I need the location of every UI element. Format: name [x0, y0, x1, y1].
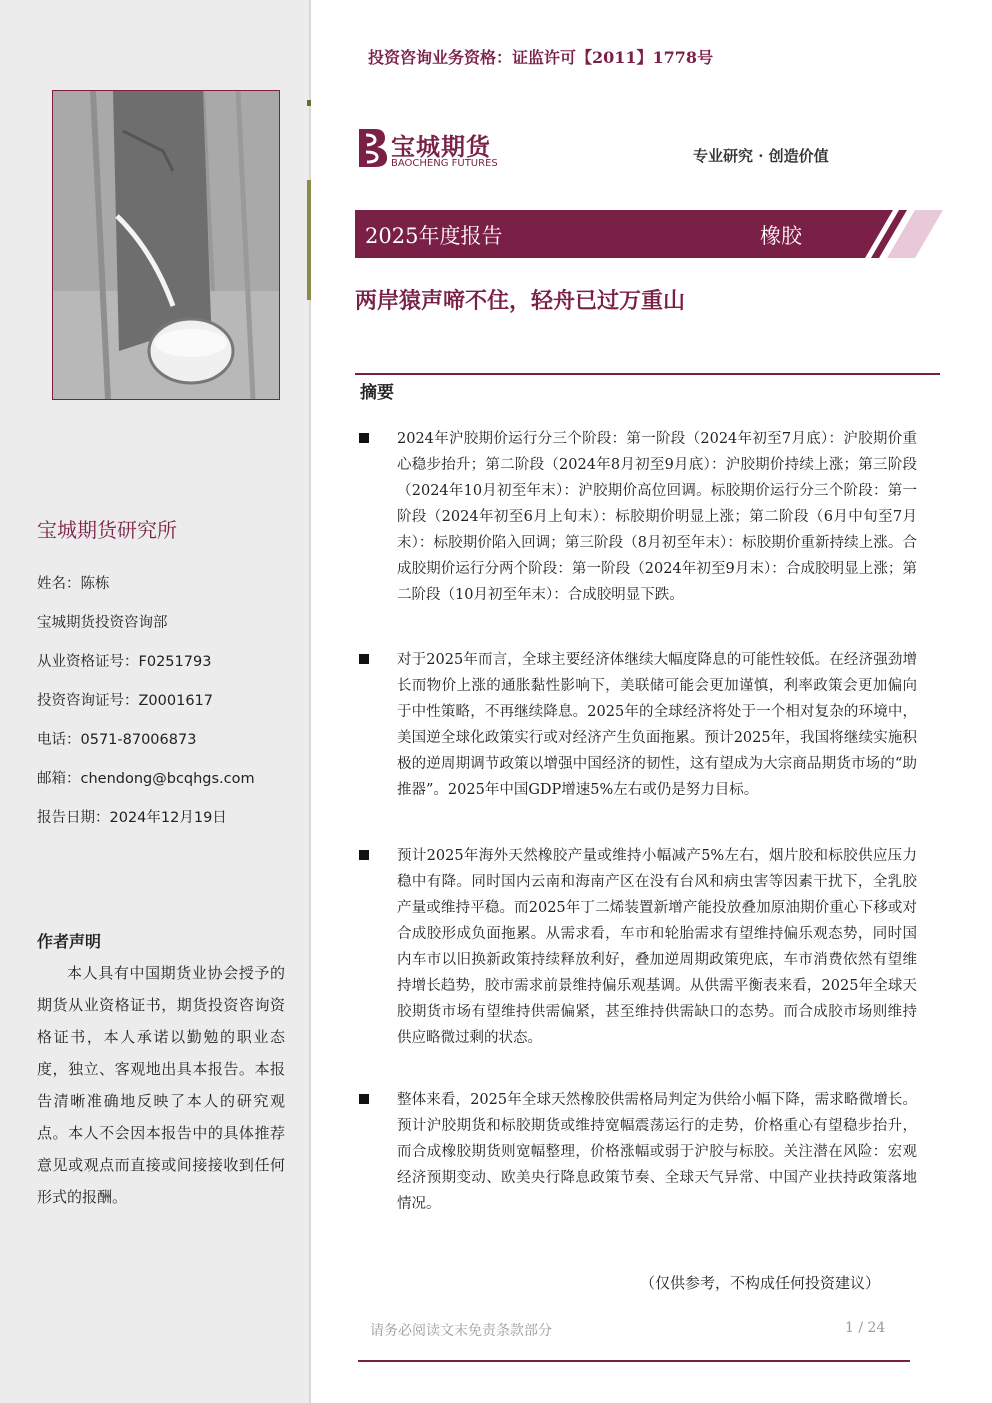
edge-mark	[307, 100, 311, 106]
license-text: 投资咨询业务资格：证监许可【2011】1778号	[368, 48, 714, 67]
footer-disclaimer: 请务必阅读文末免责条款部分	[370, 1323, 552, 1339]
abstract-paragraph: 2024年沪胶期价运行分三个阶段：第一阶段（2024年初至7月底）：沪胶期价重心稳步抬升；第二阶段（2024年8月初至9月底）：沪胶期价持续上涨；第三阶段（2024年10月初至年末）：沪胶期价高位回调。标胶期价运行分三个阶段：第一阶段（2024年初至6月上旬末）：标胶期价明显上涨；第二阶段（6月中旬至7月末）：标胶期价陷入回调；第三阶段（8月初至年末）：标胶期价重新持续上涨。合成胶期价运行分两个阶段：第一阶段（2024年初至9月末）：合成胶明显上涨；第二阶段（10月初至年末）：合成胶明显下跌。	[397, 431, 917, 603]
rubber-tree-photo	[52, 90, 280, 400]
bullet-icon	[359, 433, 369, 443]
abstract-paragraph: 整体来看，2025年全球天然橡胶供需格局判定为供给小幅下降，需求略微增长。预计沪胶期货和标胶期货或维持宽幅震荡运行的走势，价格重心有望稳步抬升，而合成橡胶期货则宽幅整理，价格涨幅或弱于沪胶与标胶。关注潜在风险：宏观经济预期变动、欧美央行降息政策节奏、全球天气异常、中国产业扶持政策落地情况。	[397, 1092, 917, 1212]
report-date: 报告日期：2024年12月19日	[37, 810, 227, 826]
banner-stripes-icon	[855, 210, 945, 258]
email[interactable]: 邮箱：chendong@bcqhgs.com	[37, 771, 255, 787]
headline: 两岸猿声啼不住，轻舟已过万重山	[355, 289, 686, 314]
declaration-body: 本人具有中国期货业协会授予的期货从业资格证书，期货投资咨询资格证书，本人承诺以勤勉的职业态度，独立、客观地出具本报告。本报告清晰准确地反映了本人的研究观点。本人不会因本报告中的具体推荐意见或观点而直接或间接接收到任何形式的报酬。	[37, 964, 285, 1206]
department: 宝城期货投资咨询部	[37, 615, 168, 631]
research-institute: 宝城期货研究所	[37, 518, 177, 542]
logo-text-en: BAOCHENG FUTURES	[391, 158, 498, 169]
abstract-rule	[355, 373, 940, 375]
abstract-paragraph: 预计2025年海外天然橡胶产量或维持小幅减产5%左右，烟片胶和标胶供应压力稳中有降。同时国内云南和海南产区在没有台风和病虫害等因素干扰下，全乳胶产量或维持平稳。而2025年丁二烯装置新增产能投放叠加原油期价重心下移或对合成胶形成负面拖累。从需求看，车市和轮胎需求有望维持偏乐观态势，同时国内车市以旧换新政策持续释放利好，叠加逆周期政策兜底，车市消费依然有望维持增长趋势，胶市需求前景维持偏乐观基调。从供需平衡表来看，2025年全球天胶期货市场有望维持供需偏紧，甚至维持供需缺口的态势。而合成胶市场则维持供应略微过剩的状态。	[397, 848, 917, 1046]
declaration-title: 作者声明	[37, 932, 102, 951]
consult-cert-number: 投资咨询证号：Z0001617	[37, 693, 214, 709]
page-number: 1 / 24	[845, 1320, 886, 1336]
bullet-icon	[359, 654, 369, 664]
report-title: 2025年度报告	[365, 224, 503, 248]
company-logo-icon	[355, 125, 389, 175]
slogan: 专业研究 · 创造价值	[693, 147, 829, 165]
report-subject: 橡胶	[760, 224, 802, 248]
reference-note: （仅供参考，不构成任何投资建议）	[640, 1274, 881, 1292]
qualification-number: 从业资格证号：F0251793	[37, 654, 212, 670]
author-name: 姓名：陈栋	[37, 576, 110, 592]
bullet-icon	[359, 850, 369, 860]
bullet-icon	[359, 1094, 369, 1104]
abstract-paragraph: 对于2025年而言，全球主要经济体继续大幅度降息的可能性较低。在经济强劲增长而物价上涨的通胀黏性影响下，美联储可能会更加谨慎，利率政策会更加偏向于中性策略，不再继续降息。2025年的全球经济将处于一个相对复杂的环境中，美国逆全球化政策实行或对经济产生负面拖累。预计2025年，我国将继续实施积极的逆周期调节政策以增强中国经济的韧性，这有望成为大宗商品期货市场的“助推器”。2025年中国GDP增速5%左右或仍是努力目标。	[397, 652, 917, 798]
abstract-title: 摘要	[360, 383, 394, 403]
edge-mark	[307, 180, 311, 300]
logo-text-cn: 宝城期货	[391, 133, 491, 161]
footer-rule	[358, 1360, 910, 1362]
phone: 电话：0571-87006873	[37, 732, 197, 748]
